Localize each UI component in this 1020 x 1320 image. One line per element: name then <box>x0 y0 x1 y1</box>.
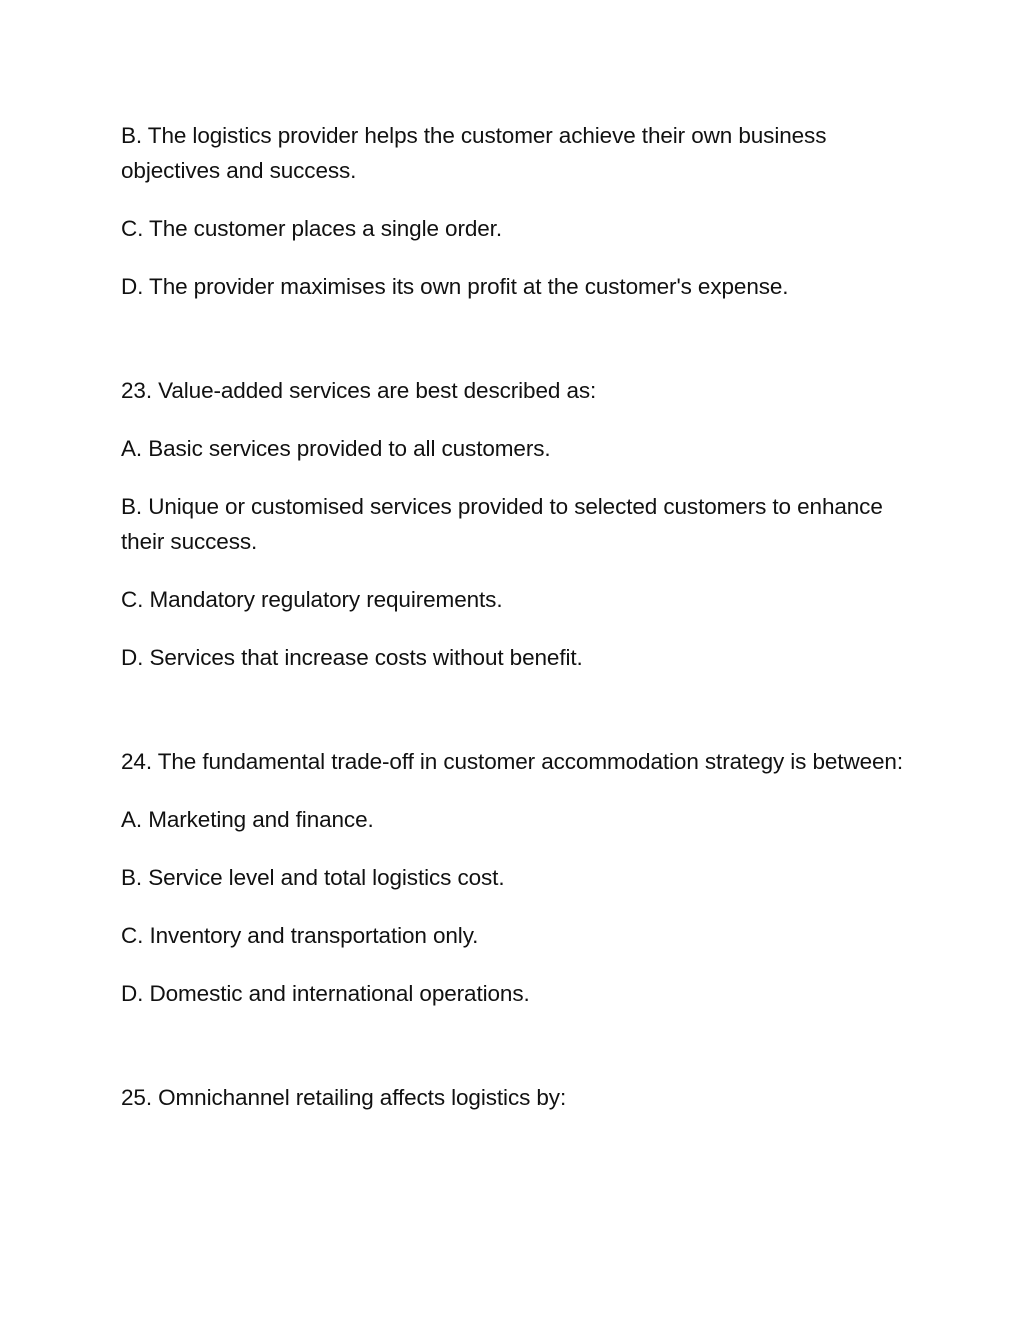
option-d: D. Domestic and international operations. <box>121 981 530 1006</box>
spacer <box>121 698 911 744</box>
option-d: D. The provider maximises its own profit at the customer's expense. <box>121 274 789 299</box>
option-c: C. Inventory and transportation only. <box>121 923 479 948</box>
option-c: C. The customer places a single order. <box>121 216 502 241</box>
option-a: A. Marketing and finance. <box>121 807 374 832</box>
question-text: 24. The fundamental trade-off in customer accommodation strategy is between: <box>121 749 903 774</box>
option-d: D. Services that increase costs without benefit. <box>121 645 583 670</box>
option-b: B. Unique or customised services provided to selected customers to enhance their success. <box>121 494 883 554</box>
question-text: 25. Omnichannel retailing affects logistics by: <box>121 1085 567 1110</box>
question-24 <box>121 744 911 1011</box>
question-23 <box>121 373 911 675</box>
option-c: C. Mandatory regulatory requirements. <box>121 587 503 612</box>
question-22-options <box>121 118 911 304</box>
option-a: A. Basic services provided to all customers. <box>121 436 551 461</box>
page-content <box>121 118 911 1138</box>
spacer <box>121 327 911 373</box>
question-25 <box>121 1080 911 1115</box>
spacer <box>121 1034 911 1080</box>
option-b: B. The logistics provider helps the customer achieve their own business objectives and success. <box>121 123 827 183</box>
option-b: B. Service level and total logistics cost. <box>121 865 505 890</box>
question-text: 23. Value-added services are best described as: <box>121 378 597 403</box>
